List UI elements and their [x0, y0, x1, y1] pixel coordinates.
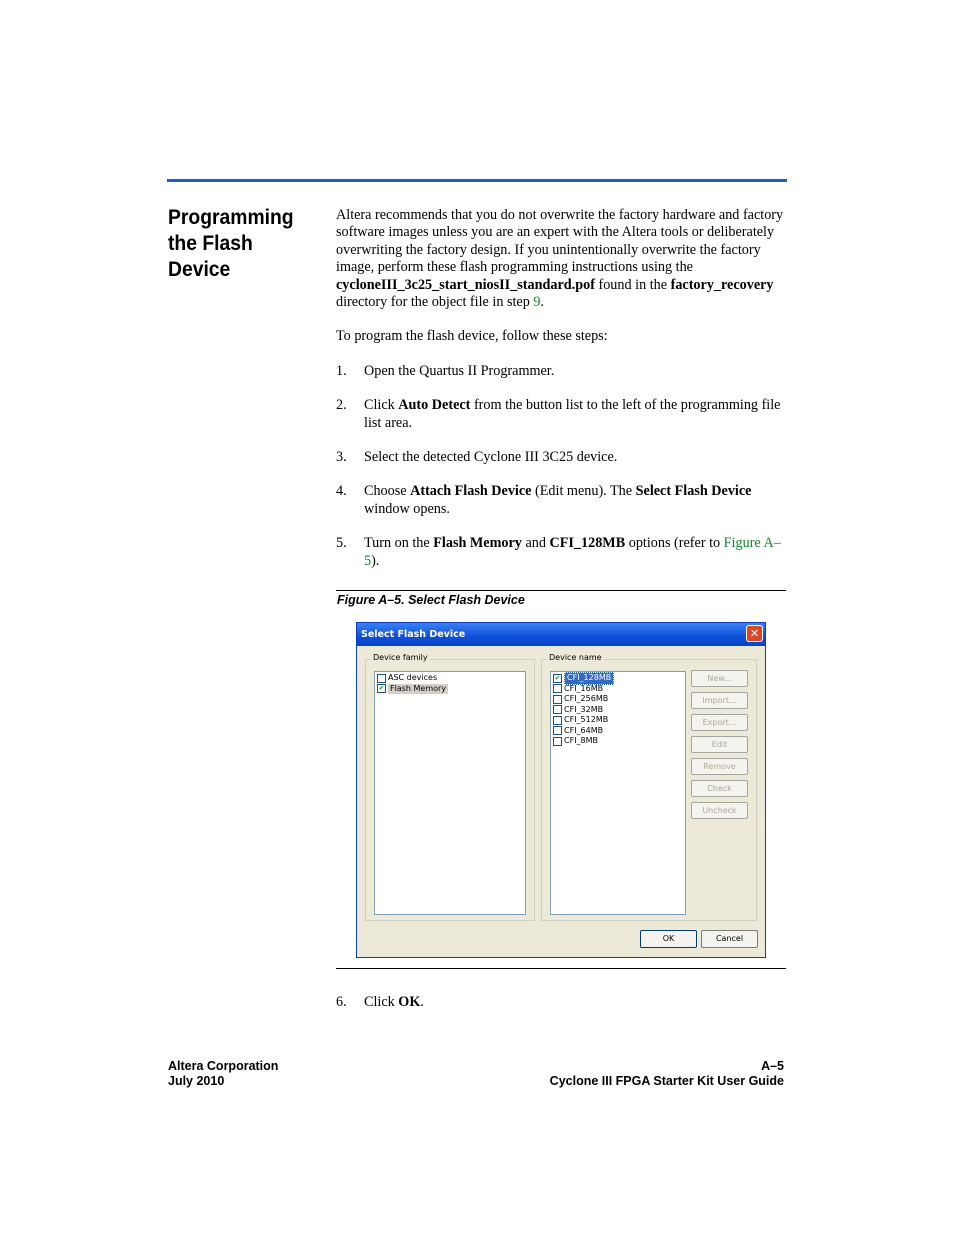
checkbox-cfi-512mb[interactable]	[553, 716, 562, 725]
step-text: .	[420, 994, 424, 1010]
step-number: 2.	[336, 397, 347, 414]
step-bold: Attach Flash Device	[410, 483, 532, 500]
intro-text-2: found in the	[594, 276, 671, 293]
checkbox-flash-memory[interactable]: ✔	[378, 684, 385, 693]
step-text: ).	[371, 552, 380, 569]
pof-filename: cycloneIII_3c25_start_niosII_standard.pof	[336, 276, 595, 293]
step-text: Click	[364, 994, 399, 1010]
step-text: Open the Quartus II Programmer.	[364, 362, 555, 379]
footer-left	[168, 1059, 278, 1089]
step-9-link[interactable]: 9	[533, 294, 541, 311]
intro-text-4: .	[540, 294, 545, 311]
step-2	[336, 397, 788, 432]
step-number: 5.	[336, 535, 347, 552]
step-bold: CFI_128MB	[549, 535, 626, 552]
device-item-cfi-64mb[interactable]	[551, 726, 685, 737]
intro-text-1: Altera recommends that you do not overwrite the factory hardware and factory software images unless you are an expert with the Altera tools or deliberately overwriting the factory design. If you unintentionally overwrite the factory image, perform these flash programming instructions using the	[336, 207, 784, 276]
intro-text-3: directory for the object file in step	[336, 294, 534, 311]
step-bold: OK	[398, 994, 421, 1010]
dialog-titlebar[interactable]	[357, 623, 765, 646]
step-text: Click	[364, 397, 399, 414]
edit-button[interactable]: Edit	[691, 736, 748, 753]
device-item-cfi-128mb[interactable]	[551, 673, 685, 684]
check-button[interactable]: Check	[691, 780, 748, 797]
device-family-list[interactable]	[374, 671, 526, 915]
step-6	[336, 994, 788, 1011]
step-text: Turn on the	[364, 535, 434, 552]
step-text: (Edit menu). The	[531, 483, 636, 500]
step-bold: Select Flash Device	[635, 483, 752, 500]
step-number: 1.	[336, 362, 347, 379]
lead-paragraph: To program the flash device, follow these steps:	[336, 328, 608, 345]
body-text	[336, 207, 788, 587]
step-bold: Auto Detect	[398, 397, 471, 414]
checkbox-cfi-16mb[interactable]	[553, 684, 562, 693]
step-1	[336, 363, 788, 380]
recovery-directory: factory_recovery	[670, 276, 774, 293]
family-label: Flash Memory	[390, 683, 447, 693]
device-family-group	[365, 653, 535, 921]
device-item-cfi-512mb[interactable]	[551, 715, 685, 726]
device-label: CFI_16MB	[564, 683, 604, 693]
device-label: CFI_256MB	[564, 694, 609, 703]
footer-guide-title: Cyclone III FPGA Starter Kit User Guide	[549, 1074, 784, 1088]
checkbox-cfi-32mb[interactable]	[553, 705, 562, 714]
step-bold: Flash Memory	[433, 535, 522, 552]
section-title-line1: Programming	[168, 206, 294, 229]
step-5	[336, 535, 788, 570]
step-text: options (refer to	[625, 535, 724, 552]
footer-date: July 2010	[168, 1074, 225, 1088]
figure-link[interactable]: Figure A–5	[364, 535, 781, 569]
dialog-title: Select Flash Device	[361, 629, 466, 640]
export-button[interactable]: Export...	[691, 714, 748, 731]
step-4	[336, 483, 788, 518]
footer-right	[550, 1059, 784, 1089]
step-text: Choose	[364, 483, 411, 500]
intro-paragraph	[336, 207, 788, 311]
step-text: Select the detected Cyclone III 3C25 device.	[364, 449, 618, 466]
device-item-cfi-16mb[interactable]	[551, 684, 685, 695]
device-item-cfi-8mb[interactable]	[551, 736, 685, 747]
step-text: and	[521, 535, 550, 552]
device-label: CFI_32MB	[564, 704, 604, 714]
device-label: CFI_64MB	[564, 725, 604, 735]
cancel-button[interactable]: Cancel	[701, 930, 758, 948]
footer-page-number: A–5	[761, 1059, 784, 1073]
close-icon[interactable]: ✕	[746, 625, 763, 642]
checkbox-cfi-256mb[interactable]	[553, 695, 562, 704]
checkbox-cfi-64mb[interactable]	[553, 726, 562, 735]
step-text: window opens.	[364, 500, 450, 517]
family-label: ASC devices	[388, 673, 438, 682]
step-number: 3.	[336, 449, 347, 466]
top-rule	[167, 179, 787, 182]
figure-bottom-rule	[336, 968, 786, 969]
checkbox-asc[interactable]	[377, 674, 386, 683]
device-item-cfi-256mb[interactable]	[551, 694, 685, 705]
section-title	[168, 205, 315, 283]
step-number: 6.	[336, 994, 347, 1010]
new-button[interactable]: New...	[691, 670, 748, 687]
import-button[interactable]: Import...	[691, 692, 748, 709]
checkbox-cfi-128mb[interactable]: ✔	[554, 673, 561, 682]
device-label: CFI_8MB	[564, 736, 599, 745]
device-name-label: Device name	[549, 653, 602, 662]
section-title-line2: the Flash Device	[168, 232, 253, 281]
step-text: from the button list to the left of the programming file list area.	[364, 397, 781, 431]
device-name-list[interactable]	[550, 671, 686, 915]
family-item-asc[interactable]	[375, 673, 525, 684]
ok-button[interactable]: OK	[640, 930, 697, 948]
step-3	[336, 449, 788, 466]
body-text-after-figure	[336, 994, 788, 1028]
uncheck-button[interactable]: Uncheck	[691, 802, 748, 819]
device-label: CFI_128MB	[564, 672, 614, 685]
checkbox-cfi-8mb[interactable]	[553, 737, 562, 746]
footer-company: Altera Corporation	[168, 1059, 279, 1073]
device-family-label: Device family	[373, 653, 428, 662]
device-item-cfi-32mb[interactable]	[551, 705, 685, 716]
figure-top-rule	[336, 590, 786, 591]
step-number: 4.	[336, 483, 347, 500]
family-item-flash-memory[interactable]	[375, 684, 525, 695]
select-flash-device-dialog	[356, 622, 766, 958]
device-label: CFI_512MB	[564, 715, 609, 724]
figure-caption: Figure A–5. Select Flash Device	[337, 593, 525, 607]
remove-button[interactable]: Remove	[691, 758, 748, 775]
